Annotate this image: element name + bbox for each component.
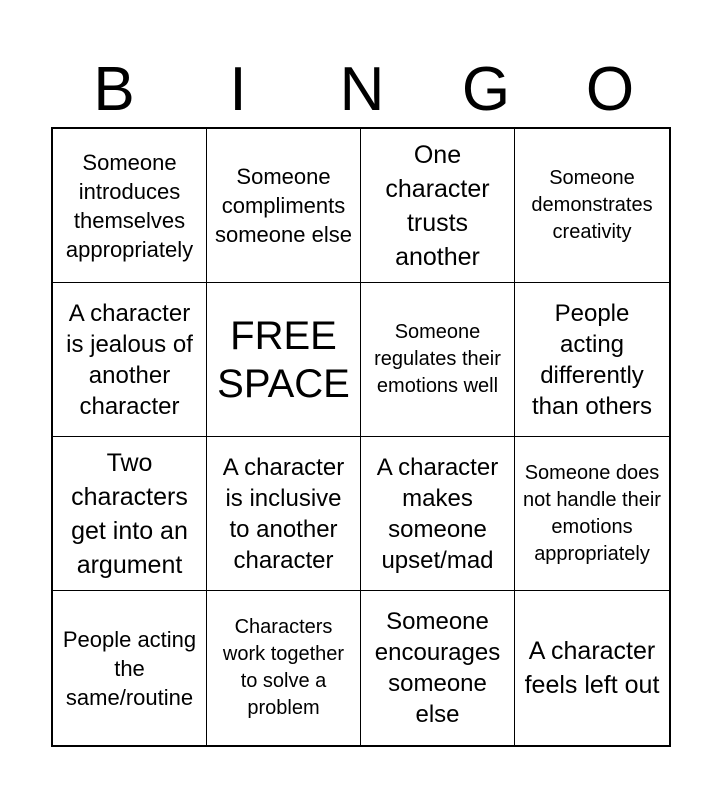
cell-text: One character trusts another (385, 140, 490, 271)
bingo-header (52, 52, 672, 128)
bingo-cell[interactable] (515, 283, 669, 437)
bingo-cell[interactable] (53, 283, 207, 437)
bingo-cell[interactable] (207, 129, 361, 283)
bingo-cell[interactable] (207, 591, 361, 745)
cell-text: Characters work together to solve a problem (222, 616, 345, 719)
cell-text: Someone does not handle their emotions appropriately (523, 461, 661, 565)
bingo-cell[interactable] (207, 437, 361, 591)
cell-text: People acting differently than others (531, 299, 653, 420)
cell-text: Someone regulates their emotions well (374, 321, 501, 397)
cell-text: A character is inclusive to another character (222, 453, 345, 574)
bingo-cell[interactable] (515, 591, 669, 745)
cell-text: Someone introduces themselves appropriately (65, 149, 194, 262)
bingo-cell[interactable] (515, 129, 669, 283)
bingo-cell[interactable] (515, 437, 669, 591)
header-letter-b: B (93, 55, 135, 124)
cell-text: A character makes someone upset/mad (376, 453, 499, 574)
cell-text: Two characters get into an argument (71, 448, 188, 579)
free-space-text: FREE SPACE (217, 313, 350, 406)
header-letter-n: N (339, 55, 385, 124)
header-letter-i: I (229, 55, 247, 124)
bingo-cell[interactable] (53, 591, 207, 745)
cell-text: A character is jealous of another character (66, 299, 193, 420)
cell-text: Someone demonstrates creativity (531, 167, 653, 243)
bingo-cell[interactable] (53, 129, 207, 283)
header-letter-g: G (461, 55, 511, 124)
cell-text: Someone compliments someone else (215, 164, 352, 247)
bingo-grid (51, 127, 671, 747)
bingo-cell[interactable] (361, 437, 515, 591)
header-letter-o: O (585, 55, 635, 124)
bingo-cell[interactable] (361, 591, 515, 745)
cell-text: A character feels left out (524, 637, 660, 699)
cell-text: People acting the same/routine (62, 626, 197, 710)
bingo-cell[interactable] (361, 129, 515, 283)
bingo-cell[interactable] (53, 437, 207, 591)
bingo-cell[interactable] (361, 283, 515, 437)
cell-text: Someone encourages someone else (374, 608, 501, 728)
free-space-cell[interactable] (207, 283, 361, 437)
